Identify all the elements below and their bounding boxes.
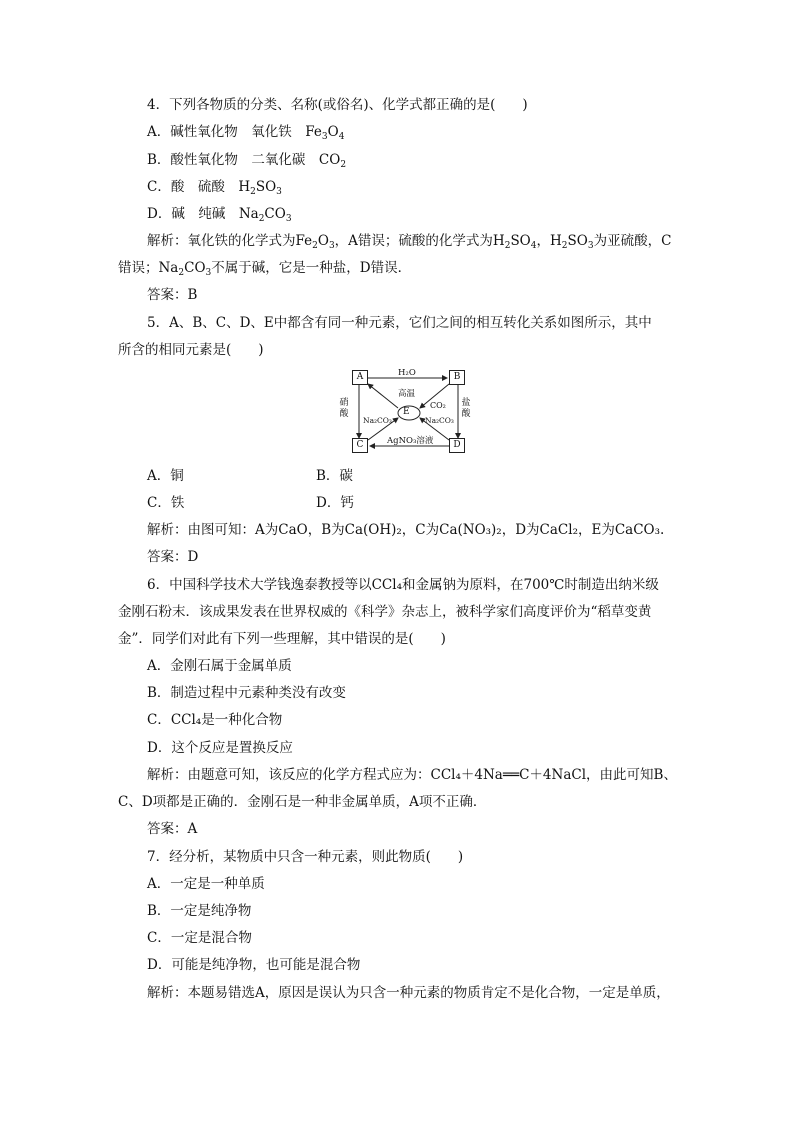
- q6-option-b: B．制造过程中元素种类没有改变: [147, 685, 346, 701]
- q6-option-c: C．CCl₄是一种化合物: [147, 712, 283, 728]
- q6-stem-line2: 金刚石粉末．该成果发表在世界权威的《科学》杂志上，被科学家们高度评价为“稻草变黄: [118, 604, 652, 620]
- q5-option-a: A．铜: [147, 468, 184, 484]
- node-b: B: [449, 370, 465, 385]
- label-yansuan: 盐酸: [461, 398, 471, 419]
- q7-option-a: A．一定是一种单质: [147, 876, 265, 892]
- q4-option-a: A．碱性氧化物 氧化铁 $Fe_3O_4$: [147, 124, 345, 142]
- conversion-diagram: [339, 368, 471, 456]
- q7-analysis-line1: 解析：本题易错选A，原因是误认为只含一种元素的物质肯定不是化合物，一定是单质，: [147, 985, 670, 1001]
- label-agno3: AgNO₃溶液: [387, 436, 434, 446]
- q4-stem: 4．下列各物质的分类、名称(或俗名)、化学式都正确的是( ): [147, 97, 528, 113]
- q6-analysis-line1: 解析：由题意可知，该反应的化学方程式应为：CCl₄＋4Na══C＋4NaCl，由此可知B、: [147, 767, 677, 783]
- node-e: E: [403, 407, 410, 417]
- q7-option-c: C．一定是混合物: [147, 930, 252, 946]
- label-na2co3-right: Na₂CO₃: [425, 416, 454, 425]
- q6-option-d: D．这个反应是置换反应: [147, 740, 293, 756]
- q7-option-b: B．一定是纯净物: [147, 903, 252, 919]
- label-xiaosuan: 硝酸: [339, 398, 349, 419]
- q7-option-d: D．可能是纯净物，也可能是混合物: [147, 957, 361, 973]
- label-co2: CO₂: [430, 401, 446, 410]
- q6-stem-line1: 6．中国科学技术大学钱逸泰教授等以CCl₄和金属钠为原料，在700℃时制造出纳米级: [147, 577, 659, 593]
- label-h2o: H₂O: [398, 368, 416, 378]
- q7-stem: 7．经分析，某物质中只含一种元素，则此物质( ): [147, 849, 464, 865]
- q6-stem-line3: 金”．同学们对此有下列一些理解，其中错误的是( ): [118, 631, 446, 647]
- q5-answer: 答案：D: [147, 549, 199, 565]
- q4-answer: 答案：B: [147, 287, 198, 303]
- q6-analysis-line2: C、D项都是正确的．金刚石是一种非金属单质，A项不正确．: [118, 794, 487, 810]
- q5-stem-line2: 所含的相同元素是( ): [118, 342, 264, 358]
- node-d: D: [449, 438, 465, 453]
- label-na2co3-left: Na₂CO₃: [363, 416, 392, 425]
- q4-analysis-line1: 解析：氧化铁的化学式为$Fe_2O_3$，A错误；硫酸的化学式为$H_2SO_4$，$H_2SO_3$为亚硫酸，C: [147, 233, 672, 251]
- q6-option-a: A．金刚石属于金属单质: [147, 658, 292, 674]
- q6-answer: 答案：A: [147, 821, 198, 837]
- q4-option-d: D．碱 纯碱 $Na_2CO_3$: [147, 206, 292, 224]
- q5-option-c: C．铁: [147, 495, 185, 511]
- q4-option-c: C．酸 硫酸 $H_2SO_3$: [147, 179, 282, 197]
- q5-analysis: 解析：由图可知：A为CaO，B为Ca(OH)₂，C为Ca(NO₃)₂，D为CaCl₂，E为CaCO₃.: [147, 522, 665, 538]
- q5-option-d: D．钙: [316, 495, 354, 511]
- q4-analysis-line2: 错误；$Na_2CO_3$不属于碱，它是一种盐，D错误．: [118, 260, 412, 278]
- label-gaowen: 高温: [398, 389, 416, 399]
- node-c: C: [352, 438, 368, 453]
- node-a: A: [352, 370, 368, 385]
- q5-stem-line1: 5．A、B、C、D、E中都含有同一种元素，它们之间的相互转化关系如图所示，其中: [147, 315, 652, 331]
- q5-option-b: B．碳: [316, 468, 353, 484]
- q4-option-b: B．酸性氧化物 二氧化碳 $CO_2$: [147, 152, 347, 170]
